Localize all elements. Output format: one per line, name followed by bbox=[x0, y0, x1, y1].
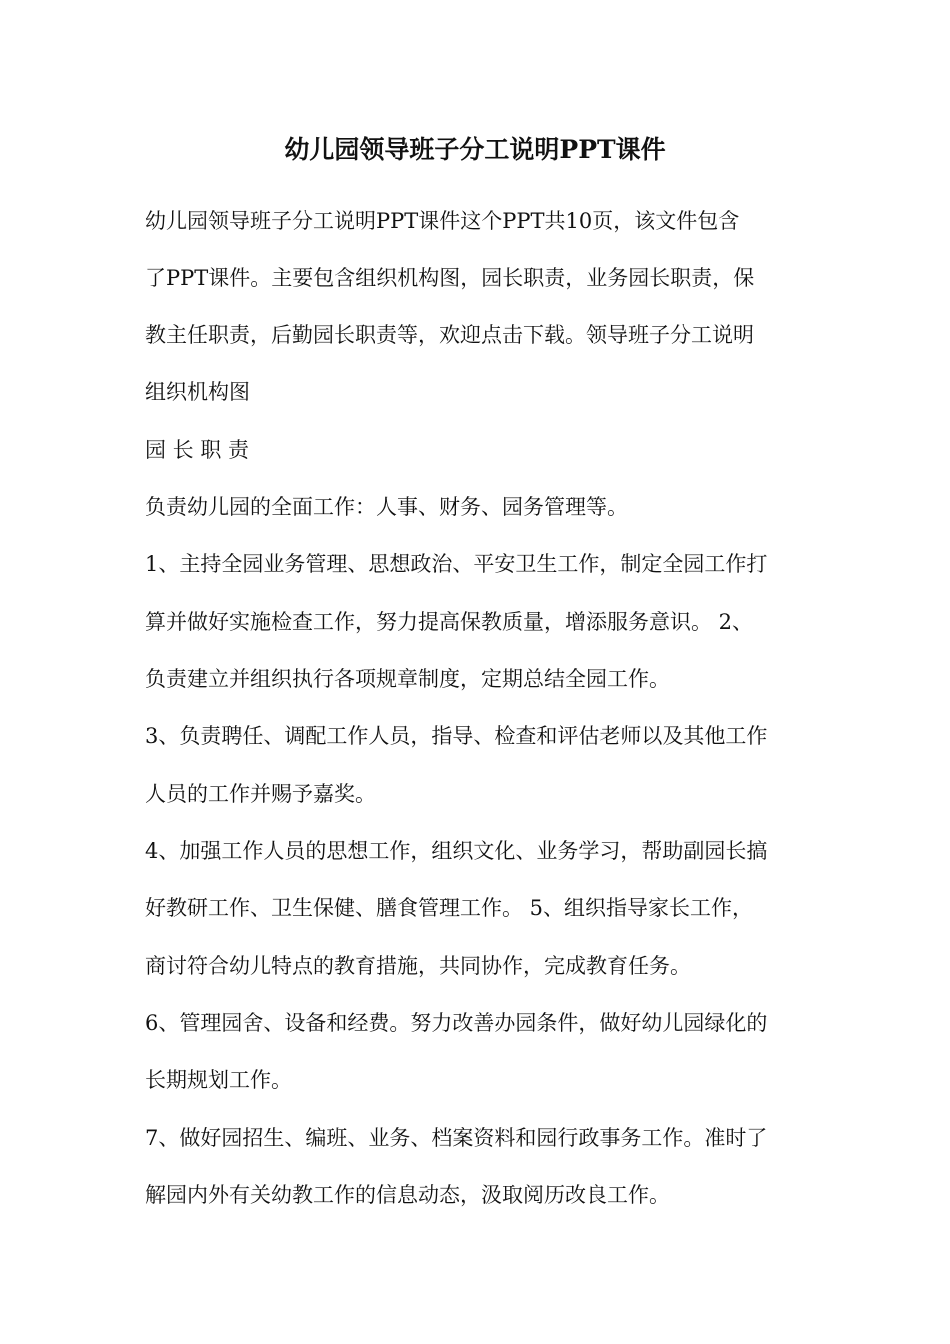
body-line: 6、管理园舍、设备和经费。努力改善办园条件，做好幼儿园绿化的 bbox=[145, 1011, 768, 1035]
body-line: 负责建立并组织执行各项规章制度，定期总结全园工作。 bbox=[145, 667, 670, 691]
body-line: 商讨符合幼儿特点的教育措施，共同协作，完成教育任务。 bbox=[145, 954, 691, 978]
body-line: 幼儿园领导班子分工说明PPT课件这个PPT共10页，该文件包含 bbox=[145, 209, 740, 233]
body-line: 了PPT课件。主要包含组织机构图，园长职责，业务园长职责，保 bbox=[145, 266, 755, 290]
body-line: 3、负责聘任、调配工作人员，指导、检查和评估老师以及其他工作 bbox=[145, 724, 768, 748]
body-line: 解园内外有关幼教工作的信息动态，汲取阅历改良工作。 bbox=[145, 1183, 670, 1207]
body-line: 教主任职责，后勤园长职责等，欢迎点击下载。领导班子分工说明 bbox=[145, 323, 754, 347]
body-line: 负责幼儿园的全面工作：人事、财务、园务管理等。 bbox=[145, 495, 628, 519]
body-line: 好教研工作、卫生保健、膳食管理工作。 5、组织指导家长工作， bbox=[145, 896, 754, 920]
body-line: 4、加强工作人员的思想工作，组织文化、业务学习，帮助副园长搞 bbox=[145, 839, 768, 863]
body-line: 算并做好实施检查工作，努力提高保教质量，增添服务意识。 2、 bbox=[145, 610, 754, 634]
section-heading-director-duties: 园 长 职 责 bbox=[145, 438, 250, 462]
body-line: 1、主持全园业务管理、思想政治、平安卫生工作，制定全园工作打 bbox=[145, 552, 768, 576]
section-heading-org-chart: 组织机构图 bbox=[145, 380, 250, 404]
body-line: 人员的工作并赐予嘉奖。 bbox=[145, 782, 376, 806]
body-line: 7、做好园招生、编班、业务、档案资料和园行政事务工作。准时了 bbox=[145, 1126, 768, 1150]
body-line: 长期规划工作。 bbox=[145, 1068, 292, 1092]
document-title: 幼儿园领导班子分工说明PPT课件 bbox=[284, 135, 666, 164]
